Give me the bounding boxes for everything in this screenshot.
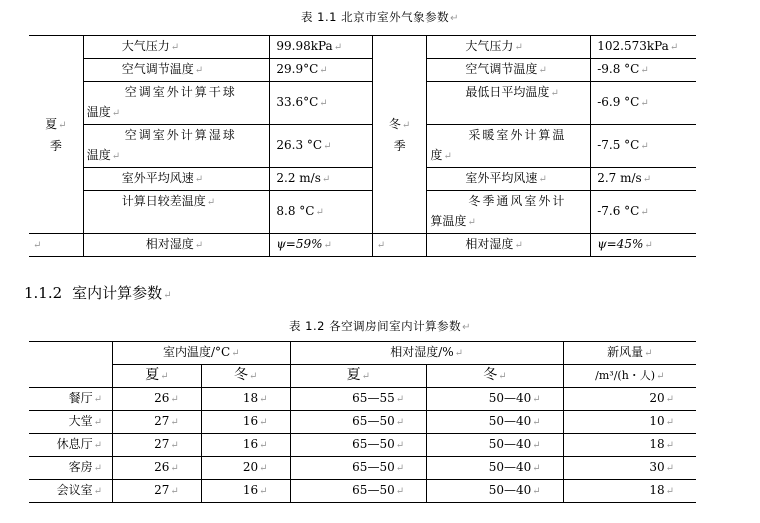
- table-row: 客房↵ 26↵ 20↵ 65—50↵ 50—40↵ 30↵: [29, 457, 696, 480]
- table2-caption: 表 1.2 各空调房间室内计算参数↵: [289, 319, 471, 333]
- indoor-params-table: 室内温度/°C↵ 相对湿度/%↵ 新风量↵ 夏↵ 冬↵ 夏↵ 冬↵ /m³/(h・人)↵ 餐厅↵ 26↵ 18↵ 65—55↵ 50—40↵ 20↵ 大堂↵ 27↵ 16↵ 65—50↵ 50—40↵ 10↵ 休息厅↵ 27↵ 16↵ 65—50↵ 50—40↵ 18↵ 客房↵ 26↵ 20↵ 65—50↵ 50—40↵ 30↵ 会议室↵ 27↵ 16↵ 65—50↵ 50—40↵ 18↵: [29, 341, 696, 503]
- table-row: 休息厅↵ 27↵ 16↵ 65—50↵ 50—40↵ 18↵: [29, 434, 696, 457]
- table1-caption: 表 1.1 北京市室外气象参数↵: [301, 10, 459, 24]
- outdoor-weather-table: 夏↵ 季 大气压力↵ 99.98kPa↵ 冬↵ 季 大气压力↵ 102.573kPa↵ 空气调节温度↵ 29.9°C↵ 空气调节温度↵ -9.8 °C↵ 空调室外计算干球 温度↵ 33.6°C↵ 最低日平均温度↵ -6.9 °C↵ 空调室外计算湿球 温度↵ 26.3 °C↵ 采暖室外计算温 度↵ -7.5 °C↵ 室外平均风速↵ 2.2 m/s↵ 室外平均风速↵ 2.7 m/s↵ 计算日较差温度↵ 8.8 °C↵ 冬季通风室外计 算温度↵ -7.6 °C↵ ↵ 相对湿度↵ ψ=59%↵ ↵ 相对湿度↵ ψ=45%↵: [29, 35, 696, 257]
- table-row: 会议室↵ 27↵ 16↵ 65—50↵ 50—40↵ 18↵: [29, 480, 696, 503]
- winter-label-cell: 冬↵ 季: [372, 36, 427, 234]
- section-heading: 1.1.2 室内计算参数↵: [24, 284, 172, 302]
- summer-label-cell: 夏↵ 季: [29, 36, 83, 234]
- table-row: 大堂↵ 27↵ 16↵ 65—50↵ 50—40↵ 10↵: [29, 411, 696, 434]
- table-row: 餐厅↵ 26↵ 18↵ 65—55↵ 50—40↵ 20↵: [29, 388, 696, 411]
